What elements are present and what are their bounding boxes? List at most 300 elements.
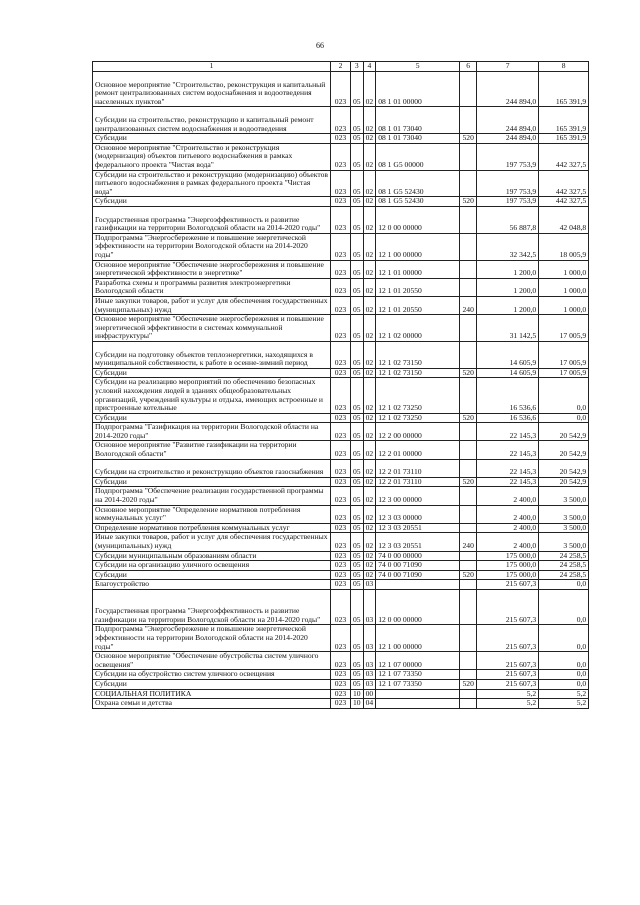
amount-year-1: 175 000,0 [477, 561, 539, 571]
target-article-code: 12 1 00 00000 [376, 625, 460, 652]
section-code: 05 [351, 315, 364, 342]
ministry-code: 023 [331, 699, 351, 709]
expense-type-code [460, 561, 477, 571]
item-name: Государственная программа "Энергоэффективность и развитие газификации на территории Вологодской области на 2014-2020 годы" [93, 206, 331, 233]
subsection-code: 02 [363, 523, 376, 533]
table-row [93, 625, 589, 652]
amount-year-1: 2 400,0 [477, 487, 539, 505]
target-article-code: 12 1 00 00000 [376, 233, 460, 260]
section-code: 05 [351, 652, 364, 670]
section-code: 05 [351, 533, 364, 551]
section-code: 05 [351, 505, 364, 523]
target-article-code: 74 0 00 00000 [376, 551, 460, 561]
target-article-code [376, 699, 460, 709]
expense-type-code [460, 487, 477, 505]
amount-year-2: 1 000,0 [539, 296, 589, 314]
ministry-code: 023 [331, 551, 351, 561]
ministry-code: 023 [331, 561, 351, 571]
section-code: 05 [351, 487, 364, 505]
col-header-6: 6 [460, 62, 477, 72]
section-code: 10 [351, 699, 364, 709]
section-code: 05 [351, 368, 364, 378]
item-name: Субсидии [93, 570, 331, 580]
ministry-code: 023 [331, 580, 351, 590]
amount-year-2: 17 005,9 [539, 315, 589, 342]
table-row [93, 699, 589, 709]
table-row [93, 487, 589, 505]
subsection-code: 02 [363, 423, 376, 441]
table-row [93, 459, 589, 477]
ministry-code: 023 [331, 378, 351, 413]
subsection-code: 02 [363, 170, 376, 197]
amount-year-1: 175 000,0 [477, 551, 539, 561]
amount-year-2: 165 391,9 [539, 107, 589, 134]
expense-type-code [460, 278, 477, 296]
amount-year-1: 5,2 [477, 689, 539, 699]
section-code: 05 [351, 625, 364, 652]
item-name: Субсидии [93, 413, 331, 423]
expense-type-code [460, 689, 477, 699]
amount-year-2: 5,2 [539, 699, 589, 709]
amount-year-1: 14 605,9 [477, 368, 539, 378]
item-name: Иные закупки товаров, работ и услуг для обеспечения государственных (муниципальных) нужд [93, 533, 331, 551]
expense-type-code [460, 551, 477, 561]
section-code: 05 [351, 523, 364, 533]
table-row [93, 670, 589, 680]
ministry-code: 023 [331, 670, 351, 680]
section-code: 05 [351, 296, 364, 314]
amount-year-1: 22 145,3 [477, 477, 539, 487]
table-row [93, 233, 589, 260]
ministry-code: 023 [331, 652, 351, 670]
amount-year-2: 1 000,0 [539, 278, 589, 296]
table-row [93, 589, 589, 624]
item-name: Государственная программа "Энергоэффективность и развитие газификации на территории Вологодской области на 2014-2020 годы" [93, 589, 331, 624]
expense-type-code [460, 459, 477, 477]
amount-year-2: 165 391,9 [539, 134, 589, 144]
amount-year-1: 1 200,0 [477, 260, 539, 278]
table-row [93, 170, 589, 197]
amount-year-2: 442 327,5 [539, 143, 589, 170]
table-row [93, 206, 589, 233]
table-row [93, 378, 589, 413]
amount-year-2: 20 542,9 [539, 477, 589, 487]
item-name: Субсидии [93, 368, 331, 378]
col-header-2: 2 [331, 62, 351, 72]
ministry-code: 023 [331, 477, 351, 487]
amount-year-2: 3 500,0 [539, 523, 589, 533]
item-name: Основное мероприятие "Строительство и реконструкция (модернизация) объектов питьевого водоснабжения в рамках федерального проекта "Чистая вода" [93, 143, 331, 170]
expense-type-code: 240 [460, 533, 477, 551]
ministry-code: 023 [331, 368, 351, 378]
amount-year-1: 215 607,3 [477, 652, 539, 670]
item-name: Благоустройство [93, 580, 331, 590]
table-row [93, 477, 589, 487]
section-code: 05 [351, 423, 364, 441]
section-code: 05 [351, 134, 364, 144]
subsection-code: 02 [363, 441, 376, 459]
expense-type-code [460, 423, 477, 441]
amount-year-2: 17 005,9 [539, 368, 589, 378]
target-article-code: 12 3 00 00000 [376, 487, 460, 505]
target-article-code: 12 2 01 73110 [376, 459, 460, 477]
table-row [93, 570, 589, 580]
header-row [93, 62, 589, 72]
target-article-code: 12 3 03 20551 [376, 523, 460, 533]
table-row [93, 561, 589, 571]
col-header-4: 4 [363, 62, 376, 72]
ministry-code: 023 [331, 505, 351, 523]
item-name: Иные закупки товаров, работ и услуг для обеспечения государственных (муниципальных) нужд [93, 296, 331, 314]
ministry-code: 023 [331, 487, 351, 505]
ministry-code: 023 [331, 341, 351, 368]
section-code: 05 [351, 233, 364, 260]
page-number: 66 [316, 41, 324, 50]
expense-type-code: 520 [460, 679, 477, 689]
ministry-code: 023 [331, 107, 351, 134]
ministry-code: 023 [331, 523, 351, 533]
amount-year-1: 22 145,3 [477, 441, 539, 459]
ministry-code: 023 [331, 570, 351, 580]
expense-type-code [460, 378, 477, 413]
table-row [93, 441, 589, 459]
target-article-code: 08 1 G5 52430 [376, 197, 460, 207]
target-article-code: 12 1 01 20550 [376, 278, 460, 296]
expense-type-code [460, 341, 477, 368]
section-code: 05 [351, 459, 364, 477]
subsection-code: 02 [363, 341, 376, 368]
ministry-code: 023 [331, 689, 351, 699]
amount-year-2: 165 391,9 [539, 72, 589, 107]
subsection-code: 02 [363, 570, 376, 580]
table-row [93, 315, 589, 342]
section-code: 05 [351, 413, 364, 423]
amount-year-1: 215 607,3 [477, 679, 539, 689]
subsection-code: 02 [363, 368, 376, 378]
amount-year-1: 215 607,3 [477, 589, 539, 624]
amount-year-1: 215 607,3 [477, 625, 539, 652]
section-code: 05 [351, 260, 364, 278]
subsection-code: 02 [363, 413, 376, 423]
subsection-code: 02 [363, 561, 376, 571]
expense-type-code [460, 315, 477, 342]
ministry-code: 023 [331, 72, 351, 107]
expense-type-code: 520 [460, 368, 477, 378]
section-code: 05 [351, 107, 364, 134]
expense-type-code [460, 625, 477, 652]
ministry-code: 023 [331, 423, 351, 441]
subsection-code: 02 [363, 206, 376, 233]
amount-year-2: 0,0 [539, 413, 589, 423]
expense-type-code: 520 [460, 477, 477, 487]
item-name: Субсидии на обустройство систем уличного освещения [93, 670, 331, 680]
section-code: 05 [351, 570, 364, 580]
target-article-code: 08 1 G5 00000 [376, 143, 460, 170]
col-header-1: 1 [93, 62, 331, 72]
section-code: 05 [351, 589, 364, 624]
amount-year-2: 24 258,5 [539, 551, 589, 561]
subsection-code: 02 [363, 107, 376, 134]
amount-year-1: 5,2 [477, 699, 539, 709]
subsection-code: 02 [363, 315, 376, 342]
subsection-code: 02 [363, 143, 376, 170]
ministry-code: 023 [331, 625, 351, 652]
amount-year-1: 56 887,8 [477, 206, 539, 233]
amount-year-1: 22 145,3 [477, 459, 539, 477]
target-article-code: 12 2 01 00000 [376, 441, 460, 459]
table-row [93, 652, 589, 670]
subsection-code: 02 [363, 378, 376, 413]
table-row [93, 134, 589, 144]
subsection-code: 03 [363, 679, 376, 689]
item-name: Подпрограмма "Энергосбережение и повышение энергетической эффективности на территории Вологодской области на 2014-2020 годы" [93, 233, 331, 260]
expense-type-code [460, 505, 477, 523]
table-row [93, 580, 589, 590]
subsection-code: 02 [363, 296, 376, 314]
target-article-code: 12 1 01 20550 [376, 296, 460, 314]
item-name: Разработка схемы и программы развития электроэнергетики Вологодской области [93, 278, 331, 296]
target-article-code: 08 1 01 00000 [376, 72, 460, 107]
expense-type-code: 520 [460, 134, 477, 144]
subsection-code: 02 [363, 533, 376, 551]
amount-year-1: 1 200,0 [477, 278, 539, 296]
ministry-code: 023 [331, 533, 351, 551]
subsection-code: 02 [363, 477, 376, 487]
expense-type-code [460, 580, 477, 590]
expense-type-code: 240 [460, 296, 477, 314]
expense-type-code [460, 523, 477, 533]
ministry-code: 023 [331, 143, 351, 170]
ministry-code: 023 [331, 296, 351, 314]
amount-year-2: 24 258,5 [539, 570, 589, 580]
amount-year-1: 32 342,5 [477, 233, 539, 260]
amount-year-2: 0,0 [539, 679, 589, 689]
section-code: 10 [351, 689, 364, 699]
expense-type-code [460, 260, 477, 278]
section-code: 05 [351, 477, 364, 487]
target-article-code: 12 1 02 73250 [376, 413, 460, 423]
section-code: 05 [351, 561, 364, 571]
subsection-code: 02 [363, 134, 376, 144]
expense-type-code [460, 107, 477, 134]
item-name: Субсидии муниципальным образованиям области [93, 551, 331, 561]
ministry-code: 023 [331, 170, 351, 197]
subsection-code: 03 [363, 670, 376, 680]
section-code: 05 [351, 206, 364, 233]
col-header-7: 7 [477, 62, 539, 72]
item-name: Субсидии [93, 197, 331, 207]
item-name: Основное мероприятие "Определение нормативов потребления коммунальных услуг" [93, 505, 331, 523]
table-row [93, 533, 589, 551]
target-article-code: 12 3 03 00000 [376, 505, 460, 523]
ministry-code: 023 [331, 315, 351, 342]
target-article-code: 08 1 01 73040 [376, 134, 460, 144]
ministry-code: 023 [331, 679, 351, 689]
subsection-code: 00 [363, 689, 376, 699]
amount-year-2: 3 500,0 [539, 487, 589, 505]
ministry-code: 023 [331, 278, 351, 296]
amount-year-1: 244 894,0 [477, 72, 539, 107]
target-article-code: 12 1 02 73150 [376, 368, 460, 378]
expense-type-code [460, 72, 477, 107]
amount-year-2: 3 500,0 [539, 533, 589, 551]
ministry-code: 023 [331, 589, 351, 624]
table-row [93, 679, 589, 689]
section-code: 05 [351, 378, 364, 413]
subsection-code: 03 [363, 580, 376, 590]
subsection-code: 02 [363, 260, 376, 278]
subsection-code: 02 [363, 72, 376, 107]
item-name: Основное мероприятие "Обеспечение энергосбережения и повышение энергетической эффективности в энергетике" [93, 260, 331, 278]
target-article-code: 74 0 00 71090 [376, 561, 460, 571]
amount-year-2: 0,0 [539, 589, 589, 624]
item-name: Субсидии на реализацию мероприятий по обеспечению безопасных условий нахождения людей в зданиях общеобразовательных организаций, учреждений культуры и отдыха, имеющих встроенные и пристроенные котельные [93, 378, 331, 413]
table-row [93, 197, 589, 207]
amount-year-1: 2 400,0 [477, 533, 539, 551]
table-row [93, 260, 589, 278]
section-code: 05 [351, 551, 364, 561]
amount-year-1: 16 536,6 [477, 378, 539, 413]
expense-type-code: 520 [460, 570, 477, 580]
amount-year-1: 31 142,5 [477, 315, 539, 342]
amount-year-1: 22 145,3 [477, 423, 539, 441]
amount-year-1: 197 753,9 [477, 197, 539, 207]
expense-type-code [460, 699, 477, 709]
subsection-code: 04 [363, 699, 376, 709]
section-code: 05 [351, 143, 364, 170]
section-code: 05 [351, 441, 364, 459]
amount-year-1: 215 607,3 [477, 580, 539, 590]
amount-year-2: 442 327,5 [539, 170, 589, 197]
item-name: Субсидии [93, 477, 331, 487]
item-name: Субсидии на строительство и реконструкцию (модернизацию) объектов питьевого водоснабжения в рамках федерального проекта "Чистая вода" [93, 170, 331, 197]
section-code: 05 [351, 679, 364, 689]
target-article-code: 12 1 02 00000 [376, 315, 460, 342]
section-code: 05 [351, 278, 364, 296]
item-name: Подпрограмма "Обеспечение реализации государственной программы на 2014-2020 годы" [93, 487, 331, 505]
subsection-code: 02 [363, 551, 376, 561]
target-article-code: 12 1 07 00000 [376, 652, 460, 670]
target-article-code: 12 0 00 00000 [376, 206, 460, 233]
item-name: СОЦИАЛЬНАЯ ПОЛИТИКА [93, 689, 331, 699]
expense-type-code [460, 170, 477, 197]
amount-year-1: 16 536,6 [477, 413, 539, 423]
target-article-code: 12 2 00 00000 [376, 423, 460, 441]
subsection-code: 02 [363, 505, 376, 523]
item-name: Определение нормативов потребления коммунальных услуг [93, 523, 331, 533]
expense-type-code [460, 441, 477, 459]
amount-year-2: 18 005,9 [539, 233, 589, 260]
item-name: Субсидии на подготовку объектов теплоэнергетики, находящихся в муниципальной собственности, к работе в осенне-зимний период [93, 341, 331, 368]
amount-year-2: 0,0 [539, 378, 589, 413]
item-name: Субсидии на организацию уличного освещения [93, 561, 331, 571]
section-code: 05 [351, 580, 364, 590]
subsection-code: 02 [363, 197, 376, 207]
item-name: Охрана семьи и детства [93, 699, 331, 709]
amount-year-2: 24 258,5 [539, 561, 589, 571]
amount-year-1: 175 000,0 [477, 570, 539, 580]
section-code: 05 [351, 670, 364, 680]
target-article-code: 08 1 01 73040 [376, 107, 460, 134]
amount-year-1: 14 605,9 [477, 341, 539, 368]
amount-year-1: 197 753,9 [477, 143, 539, 170]
target-article-code: 12 1 07 73350 [376, 679, 460, 689]
amount-year-1: 2 400,0 [477, 523, 539, 533]
item-name: Основное мероприятие "Обеспечение обустройства систем уличного освещения" [93, 652, 331, 670]
table-row [93, 368, 589, 378]
amount-year-1: 1 200,0 [477, 296, 539, 314]
expense-type-code [460, 589, 477, 624]
expense-type-code [460, 670, 477, 680]
table-row [93, 341, 589, 368]
amount-year-2: 0,0 [539, 652, 589, 670]
table-row [93, 505, 589, 523]
col-header-3: 3 [351, 62, 364, 72]
ministry-code: 023 [331, 197, 351, 207]
section-code: 05 [351, 341, 364, 368]
ministry-code: 023 [331, 459, 351, 477]
expense-type-code [460, 143, 477, 170]
expense-type-code [460, 652, 477, 670]
expense-type-code: 520 [460, 413, 477, 423]
amount-year-2: 42 048,8 [539, 206, 589, 233]
amount-year-2: 3 500,0 [539, 505, 589, 523]
section-code: 05 [351, 197, 364, 207]
amount-year-2: 442 327,5 [539, 197, 589, 207]
col-header-5: 5 [376, 62, 460, 72]
amount-year-2: 5,2 [539, 689, 589, 699]
amount-year-2: 20 542,9 [539, 459, 589, 477]
table-row [93, 689, 589, 699]
target-article-code [376, 580, 460, 590]
amount-year-2: 1 000,0 [539, 260, 589, 278]
amount-year-2: 20 542,9 [539, 423, 589, 441]
target-article-code: 12 1 07 73350 [376, 670, 460, 680]
subsection-code: 03 [363, 625, 376, 652]
expense-type-code [460, 233, 477, 260]
table-row [93, 107, 589, 134]
table-row [93, 72, 589, 107]
expense-type-code [460, 206, 477, 233]
amount-year-2: 0,0 [539, 625, 589, 652]
subsection-code: 02 [363, 278, 376, 296]
item-name: Основное мероприятие "Строительство, реконструкция и капитальный ремонт централизованных систем водоснабжения и водоотведения населенных пунктов" [93, 72, 331, 107]
table-row [93, 523, 589, 533]
amount-year-1: 215 607,3 [477, 670, 539, 680]
target-article-code: 08 1 G5 52430 [376, 170, 460, 197]
amount-year-1: 244 894,0 [477, 107, 539, 134]
target-article-code: 12 1 02 73250 [376, 378, 460, 413]
target-article-code: 12 1 02 73150 [376, 341, 460, 368]
item-name: Субсидии [93, 679, 331, 689]
item-name: Субсидии [93, 134, 331, 144]
ministry-code: 023 [331, 134, 351, 144]
ministry-code: 023 [331, 260, 351, 278]
table-row [93, 278, 589, 296]
budget-table [92, 61, 589, 709]
subsection-code: 03 [363, 589, 376, 624]
table-row [93, 143, 589, 170]
subsection-code: 03 [363, 652, 376, 670]
amount-year-1: 2 400,0 [477, 505, 539, 523]
amount-year-2: 20 542,9 [539, 441, 589, 459]
amount-year-2: 17 005,9 [539, 341, 589, 368]
ministry-code: 023 [331, 206, 351, 233]
ministry-code: 023 [331, 441, 351, 459]
table-row [93, 413, 589, 423]
col-header-8: 8 [539, 62, 589, 72]
subsection-code: 02 [363, 233, 376, 260]
